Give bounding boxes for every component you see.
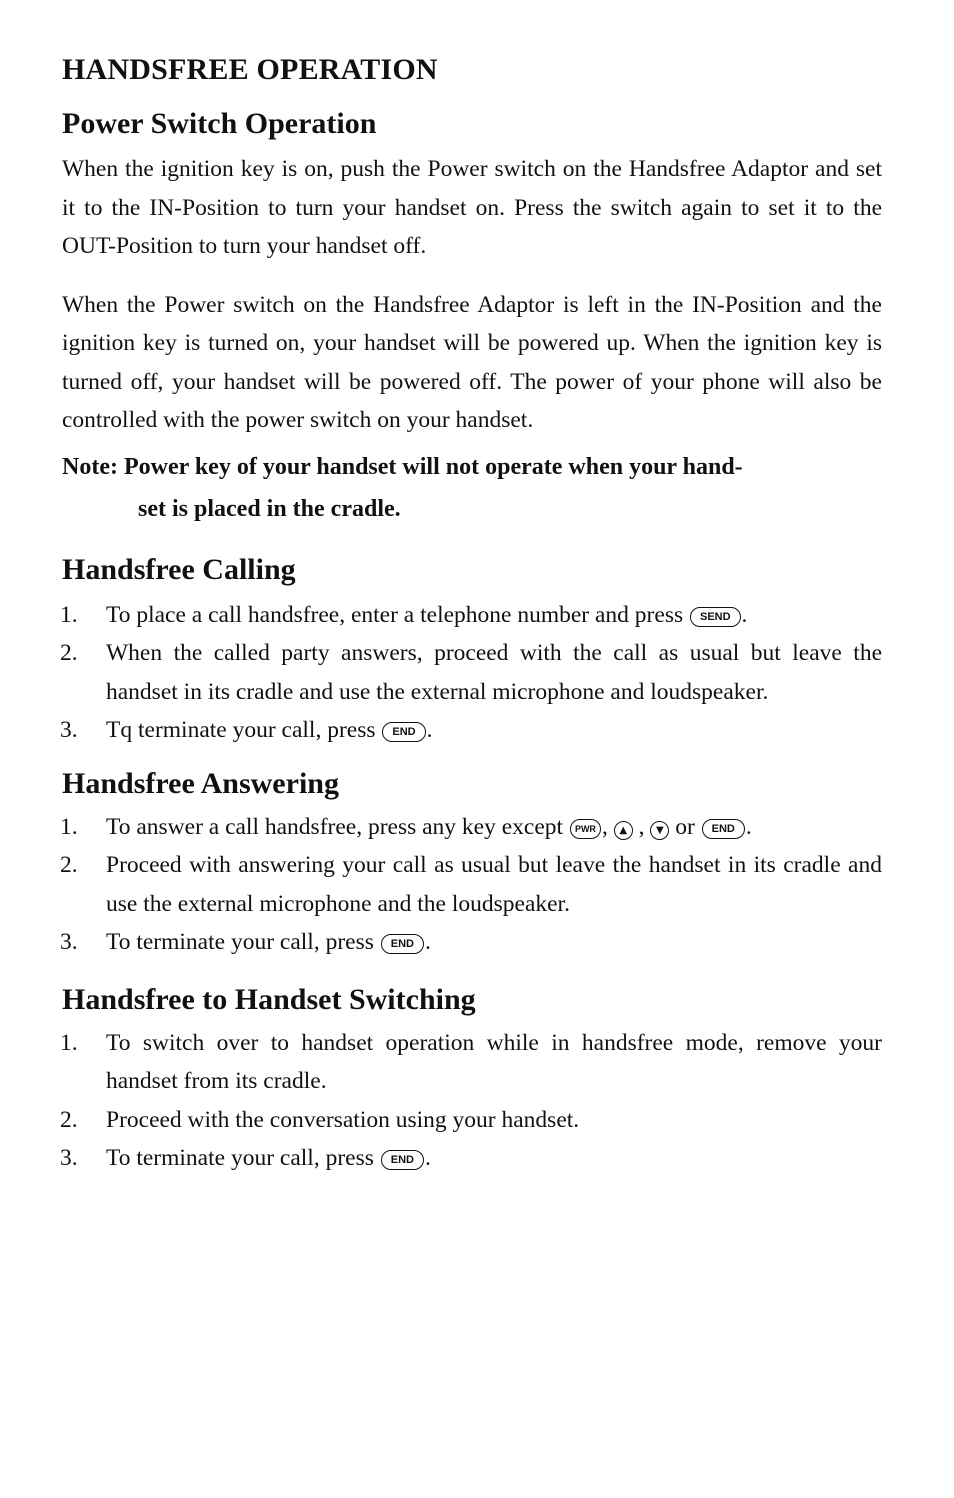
list-item xyxy=(62,711,882,750)
step-punct: . xyxy=(424,1145,431,1171)
list-item xyxy=(62,1139,882,1178)
step-punct: . xyxy=(424,929,431,955)
page-title: HANDSFREE OPERATION xyxy=(62,53,438,86)
send-key-icon: SEND xyxy=(690,607,741,627)
step-punct: . xyxy=(426,717,433,743)
section-title-handsfree-calling: Handsfree Calling xyxy=(62,552,296,586)
note-line-1: Note: Power key of your handset will not operate when your hand- xyxy=(62,453,743,480)
down-arrow-key-icon: ▼ xyxy=(650,821,669,840)
note-block xyxy=(62,446,882,530)
list-item xyxy=(62,596,882,635)
answering-steps xyxy=(62,808,882,962)
list-item xyxy=(62,1101,882,1140)
separator: , xyxy=(638,813,645,840)
list-item xyxy=(62,1024,882,1101)
step-text: To terminate your call, press xyxy=(106,1145,374,1171)
power-switch-paragraph-1: When the ignition key is on, push the Power switch on the Handsfree Adaptor and set it to the IN-Position to turn your handset on. Press the switch again to set it to the OUT-Position to turn your handset off. xyxy=(62,156,882,259)
list-item xyxy=(62,808,882,847)
step-number: 2. xyxy=(60,1106,78,1133)
step-number: 1. xyxy=(60,813,78,840)
power-switch-paragraph-2: When the Power switch on the Handsfree Adaptor is left in the IN-Position and the ignition key is turned on, your handset will be powered up. When the ignition key is turned off, your handset will be powered off. The power of your phone will also be controlled with the power switch on your handset. xyxy=(62,291,882,433)
note-line-2: set is placed in the cradle. xyxy=(138,495,401,522)
list-item xyxy=(62,634,882,711)
separator: , xyxy=(601,813,608,840)
step-text: To answer a call handsfree, press any key except xyxy=(106,813,564,840)
step-text: When the called party answers, proceed with the call as usual but leave the handset in its cradle and use the external microphone and loudspeaker. xyxy=(106,640,882,705)
pwr-key-icon: PWR xyxy=(570,819,601,839)
step-punct: . xyxy=(741,601,748,628)
end-key-icon: END xyxy=(382,722,425,742)
step-number: 2. xyxy=(60,852,78,878)
end-key-icon: END xyxy=(381,934,424,954)
list-item xyxy=(62,846,882,923)
step-text: To switch over to handset operation while in handsfree mode, remove your handset from its cradle. xyxy=(106,1029,882,1094)
step-number: 3. xyxy=(60,929,78,955)
manual-page xyxy=(62,50,882,1178)
section-title-handsfree-answering: Handsfree Answering xyxy=(62,766,339,800)
list-item xyxy=(62,923,882,962)
step-number: 3. xyxy=(60,1145,78,1171)
step-number: 1. xyxy=(60,1029,78,1056)
up-arrow-key-icon: ▲ xyxy=(614,821,633,840)
step-text: Tq terminate your call, press xyxy=(106,717,376,743)
calling-steps xyxy=(62,596,882,750)
separator: or xyxy=(675,813,695,840)
step-punct: . xyxy=(745,813,752,840)
section-title-power-switch: Power Switch Operation xyxy=(62,107,377,140)
step-text: Proceed with the conversation using your handset. xyxy=(106,1106,580,1133)
switching-steps xyxy=(62,1024,882,1178)
step-number: 2. xyxy=(60,640,78,666)
step-text: Proceed with answering your call as usual but leave the handset in its cradle and use the external microphone and the loudspeaker. xyxy=(106,852,882,917)
step-number: 1. xyxy=(60,601,78,628)
section-title-handset-switching: Handsfree to Handset Switching xyxy=(62,982,476,1016)
step-text: To place a call handsfree, enter a telephone number and press xyxy=(106,601,684,628)
step-text: To terminate your call, press xyxy=(106,929,374,955)
end-key-icon: END xyxy=(381,1150,424,1170)
step-number: 3. xyxy=(60,717,78,743)
end-key-icon: END xyxy=(702,819,745,839)
